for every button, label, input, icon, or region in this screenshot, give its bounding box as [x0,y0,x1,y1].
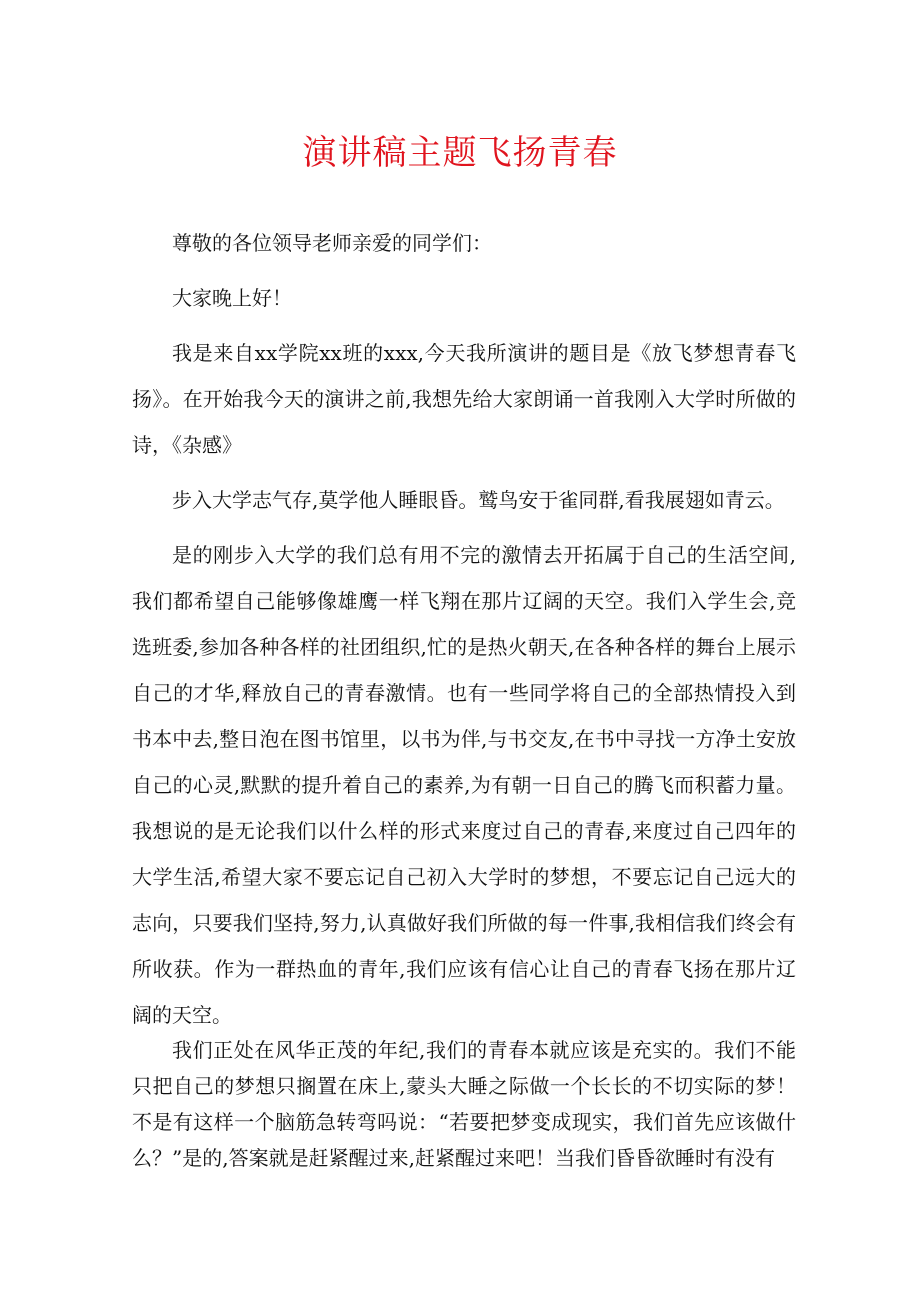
closing-paragraph: 我们正处在风华正茂的年纪,我们的青春本就应该是充实的。我们不能只把自己的梦想只搁置在床上,蒙头大睡之际做一个长长的不切实际的梦！不是有这样一个脑筋急转弯吗说：“若要把梦变成现实，我们首先应该做什么？”是的,答案就是赶紧醒过来,赶紧醒过来吧！当我们昏昏欲睡时有没有 [132,1038,796,1170]
speech-body-continued [132,1032,796,1176]
salutation: 尊敬的各位领导老师亲爱的同学们： [172,231,492,255]
speech-body [132,220,796,1047]
intro-paragraph: 我是来自xx学院xx班的xxx,今天我所演讲的题目是《放飞梦想青春飞扬》。在开始我今天的演讲之前,我想先给大家朗诵一首我刚入大学时所做的诗，《杂感》 [132,341,796,457]
greeting: 大家晚上好！ [172,286,292,310]
main-paragraph: 是的刚步入大学的我们总有用不完的激情去开拓属于自己的生活空间,我们都希望自己能够像雄鹰一样飞翔在那片辽阔的天空。我们入学生会,竞选班委,参加各种各样的社团组织,忙的是热火朝天,在各种各样的舞台上展示自己的才华,释放自己的青春激情。也有一些同学将自己的全部热情投入到书本中去,整日泡在图书馆里，以书为伴,与书交友,在书中寻找一方净土安放自己的心灵,默默的提升着自己的素养,为有朝一日自己的腾飞而积蓄力量。我想说的是无论我们以什么样的形式来度过自己的青春,来度过自己四年的大学生活,希望大家不要忘记自己初入大学时的梦想，不要忘记自己远大的志向，只要我们坚持,努力,认真做好我们所做的每一件事,我相信我们终会有所收获。作为一群热血的青年,我们应该有信心让自己的青春飞扬在那片辽阔的天空。 [132,543,796,1027]
document-title: 演讲稿主题飞扬青春 [302,133,618,173]
poem-line: 步入大学志气存,莫学他人睡眼昏。鹫鸟安于雀同群,看我展翅如青云。 [172,488,785,512]
